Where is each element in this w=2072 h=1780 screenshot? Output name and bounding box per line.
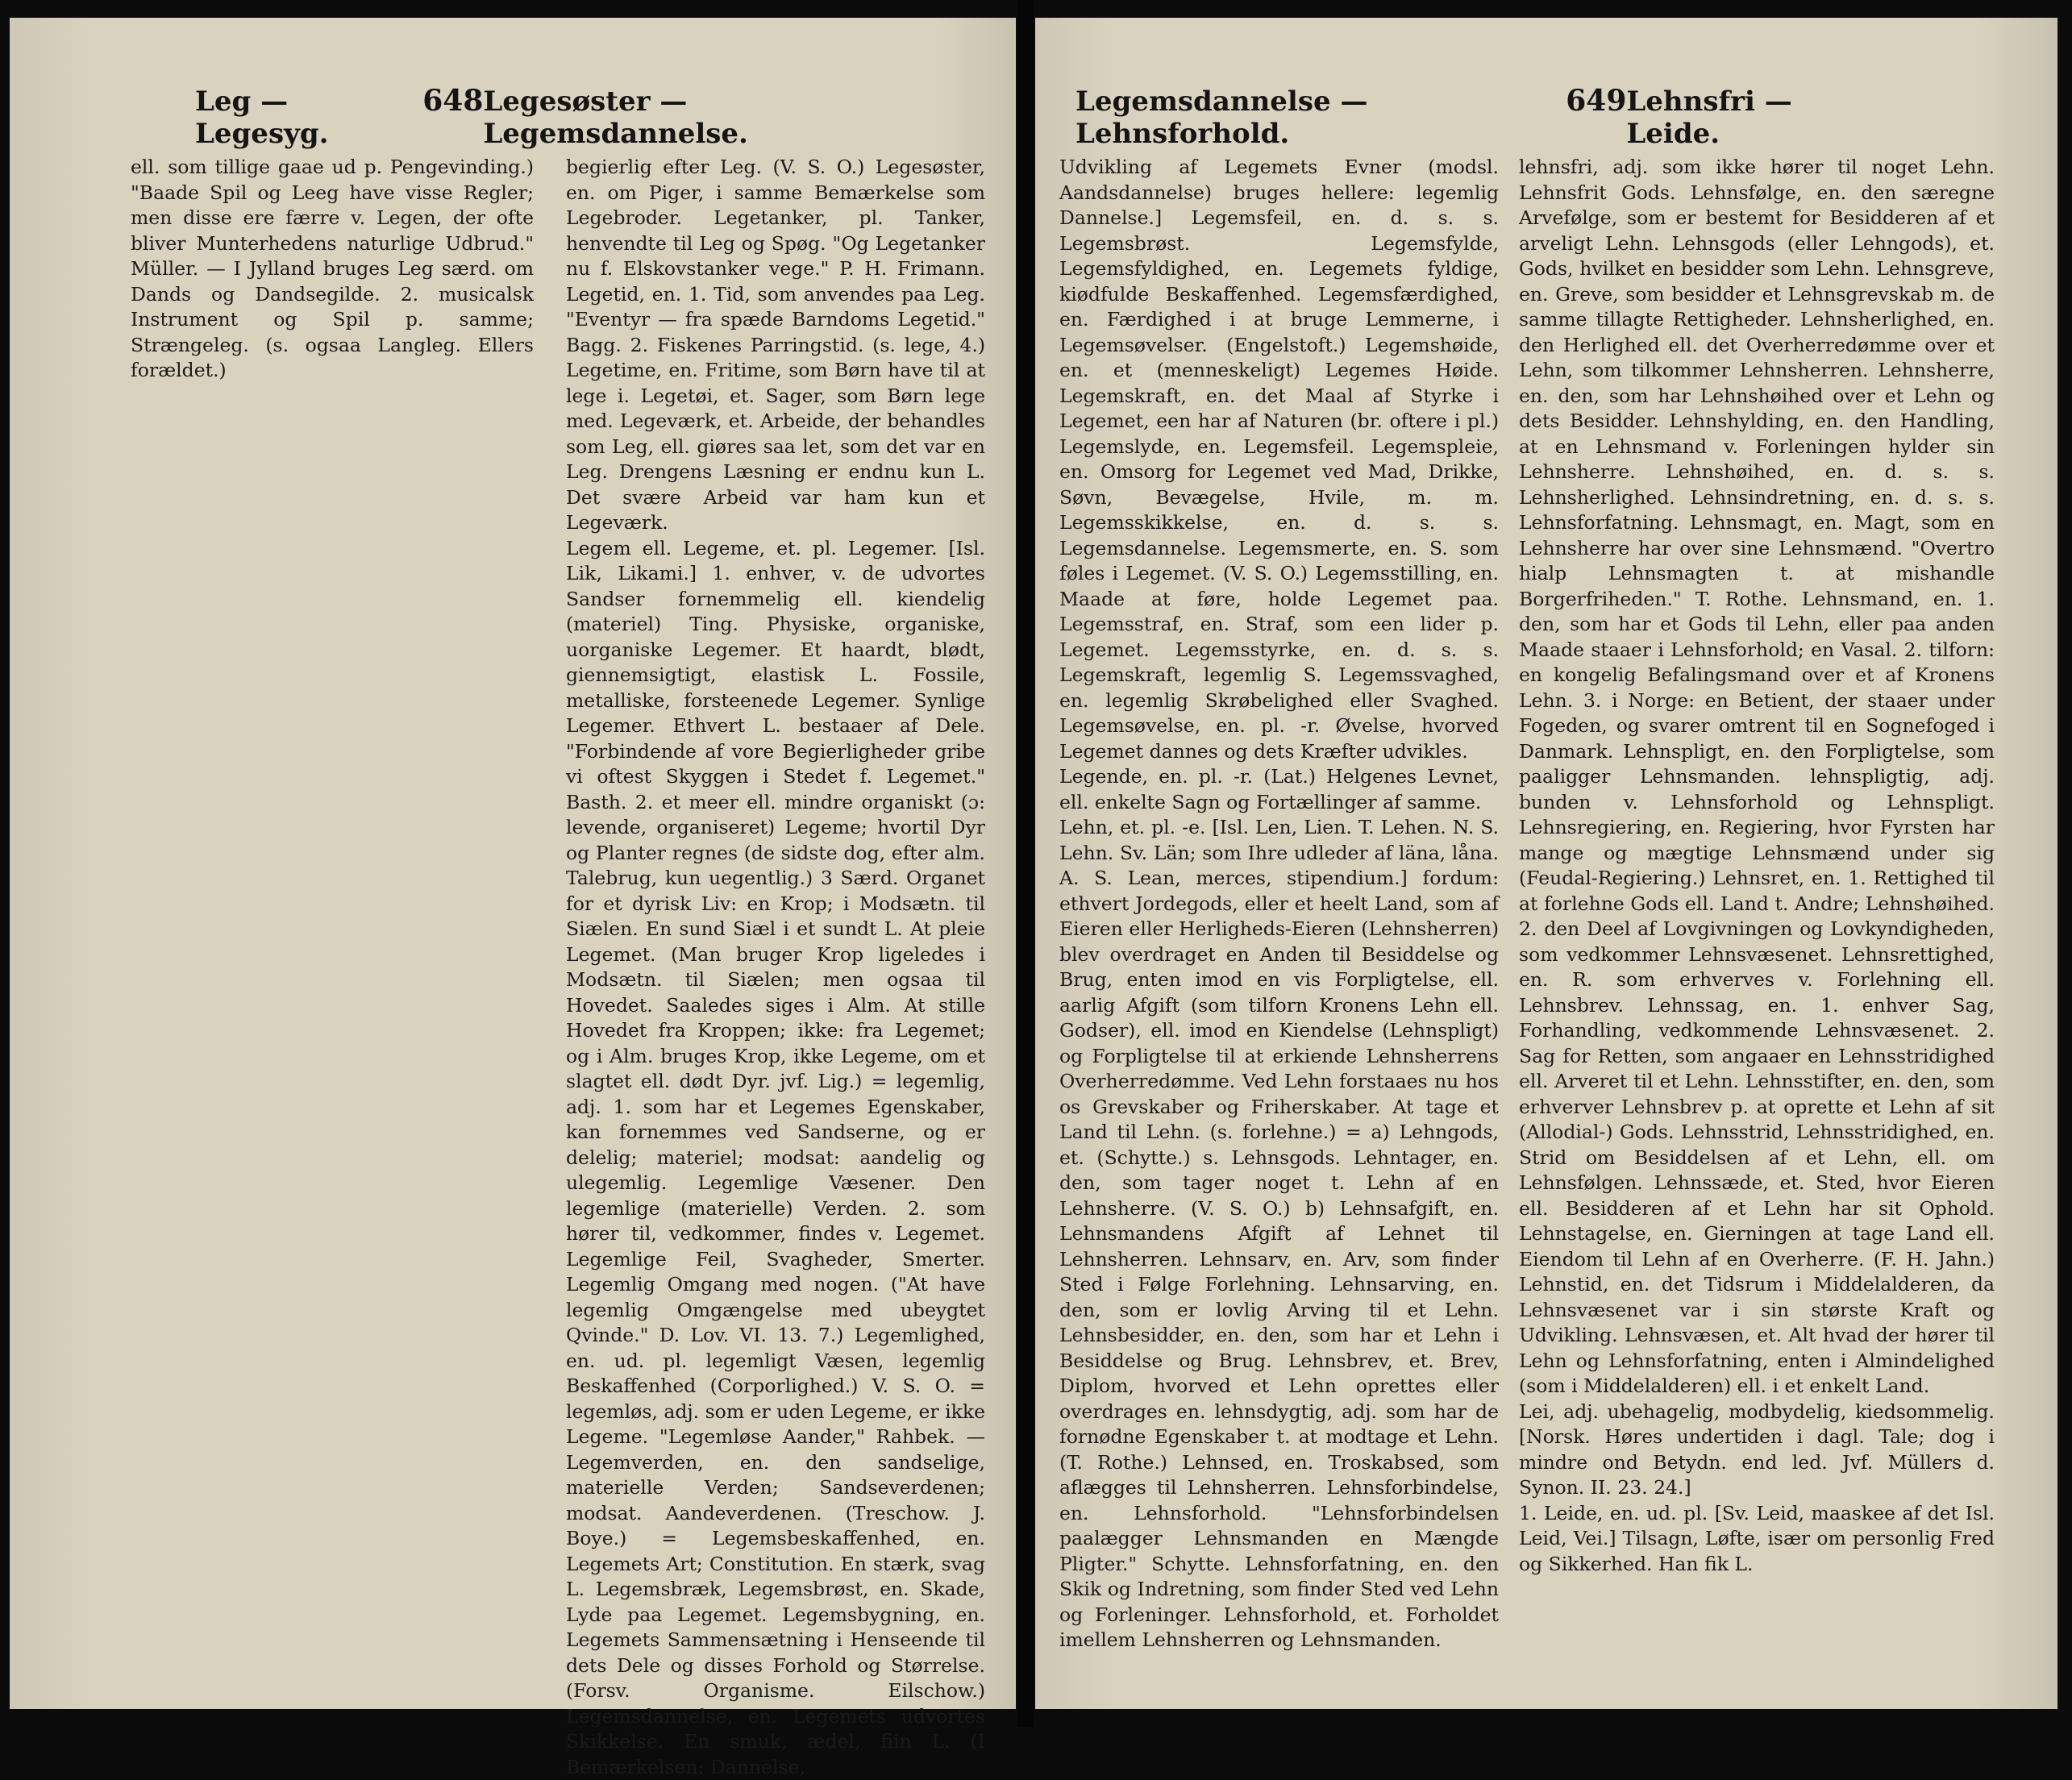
left-page-header <box>195 84 945 132</box>
running-head-left: Leg — Legesyg. <box>195 85 422 150</box>
page-number: 649 <box>1566 84 1626 118</box>
paragraph: Lehn, et. pl. -e. [Isl. Len, Lien. T. Lehen. N. S. Lehn. Sv. Län; som Ihre udleder af läna, låna. A. S. Lean, merces, stipendium.] fordum: ethvert Jordegods, eller et heelt Land, som af Eieren eller Herligheds-Eieren (Lehnsherren) blev overdraget en Anden til Besiddelse og Brug, enten imod en vis Forpligtelse, ell. aarlig Afgift (som tilforn Kronens Lehn ell. Godser), ell. imod en Kiendelse (Lehnspligt) og Forpligtelse til at erkiende Lehnsherrens Overherredømme. Ved Lehn forstaaes nu hos os Grevskaber og Friherskaber. At tage et Land til Lehn. (s. forlehne.) = a) Lehngods, et. (Schytte.) s. Lehnsgods. Lehntager, en. den, som tager noget t. Lehn af en Lehnsherre. (V. S. O.) b) Lehnsafgift, en. Lehnsmandens Afgift af Lehnet til Lehnsherren. Lehnsarv, en. Arv, som finder Sted i Følge Forlehning. Lehnsarving, en. den, som er lovlig Arving til et Lehn. Lehnsbesidder, en. den, som har et Lehn i Besiddelse og Brug. Lehnsbrev, et. Brev, Diplom, hvorved et Lehn oprettes eller overdrages en. lehnsdygtig, adj. som har de fornødne Egenskaber t. at modtage et Lehn. (T. Rothe.) Lehnsed, en. Troskabsed, som aflægges til Lehnsherren. Lehnsforbindelse, en. Lehnsforhold. "Lehnsforbindelsen paalægger Lehnsmanden en Mængde Pligter." Schytte. Lehnsforfatning, en. den Skik og Indretning, som finder Sted ved Lehn og Forleninger. Lehnsforhold, et. Forholdet imellem Lehnsherren og Lehnsmanden. <box>1059 815 1499 1653</box>
left-page <box>10 18 1016 1709</box>
paragraph: Udvikling af Legemets Evner (modsl. Aandsdannelse) bruges hellere: legemlig Dannelse.] Legemsfeil, en. d. s. s. Legemsbrøst. Legemsfylde, Legemsfyldighed, en. Legemets fyldige, kiødfulde Beskaffenhed. Legemsfærdighed, en. Færdighed i at bruge Lemmerne, i Legemsøvelser. (Engelstoft.) Legemshøide, en. et (menneskeligt) Legemes Høide. Legemskraft, en. det Maal af Styrke i Legemet, een har af Naturen (br. oftere i pl.) Legemslyde, en. Legemsfeil. Legemspleie, en. Omsorg for Legemet ved Mad, Drikke, Søvn, Bevægelse, Hvile, m. m. Legemsskikkelse, en. d. s. s. Legemsdannelse. Legemsmerte, en. S. som føles i Legemet. (V. S. O.) Legemsstilling, en. Maade at føre, holde Legemet paa. Legemsstraf, en. Straf, som een lider p. Legemet. Legemsstyrke, en. d. s. s. Legemskraft, legemlig S. Legemssvaghed, en. legemlig Skrøbelighed eller Svaghed. Legemsøvelse, en. pl. -r. Øvelse, hvorved Legemet dannes og dets Kræfter udvikles. <box>1059 155 1499 764</box>
paragraph: lehnsfri, adj. som ikke hører til noget Lehn. Lehnsfrit Gods. Lehnsfølge, en. den særegne Arvefølge, som er bestemt for Besidderen af et arveligt Lehn. Lehnsgods (eller Lehngods), et. Gods, hvilket en besidder som Lehn. Lehnsgreve, en. Greve, som besidder et Lehnsgrevskab m. de samme tillagte Rettigheder. Lehnsherlighed, en. den Herlighed ell. det Overherredømme over et Lehn, som tilkommer Lehnsherren. Lehnsherre, en. den, som har Lehnshøihed over et Lehn og dets Besidder. Lehnshylding, en. den Handling, at en Lehnsmand v. Forleningen hylder sin Lehnsherre. Lehnshøihed, en. d. s. s. Lehnsherlighed. Lehnsindretning, en. d. s. s. Lehnsforfatning. Lehnsmagt, en. Magt, som en Lehnsherre har over sine Lehnsmænd. "Overtro hialp Lehnsmagten t. at mishandle Borgerfriheden." T. Rothe. Lehnsmand, en. 1. den, som har et Gods til Lehn, eller paa anden Maade staaer i Lehnsforhold; en Vasal. 2. tilforn: en kongelig Befalingsmand over et af Kronens Lehn. 3. i Norge: en Betient, der staaer under Fogeden, og svarer omtrent til en Sognefoged i Danmark. Lehnspligt, en. den Forpligtelse, som paaligger Lehnsmanden. lehnspligtig, adj. bunden v. Lehnsforhold og Lehnspligt. Lehnsregiering, en. Regiering, hvor Fyrsten har mange og mægtige Lehnsmænd under sig (Feudal-Regiering.) Lehnsret, en. 1. Rettighed til at forlehne Gods ell. Land t. Andre; Lehnshøihed. 2. den Deel af Lovgivningen og Lovkyndigheden, som vedkommer Lehnsvæsenet. Lehnsrettighed, en. R. som erhverves v. Forlehning ell. Lehnsbrev. Lehnssag, en. 1. enhver Sag, Forhandling, vedkommende Lehnsvæsenet. 2. Sag for Retten, som angaaer en Lehnsstridighed ell. Arveret til et Lehn. Lehnsstifter, en. den, som erhverver Lehnsbrev p. at oprette et Lehn af sit (Allodial-) Gods. Lehnsstrid, Lehnsstridighed, en. Strid om Besiddelsen af et Lehn, ell. om Lehnsfølgen. Lehnssæde, et. Sted, hvor Eieren ell. Besidderen af et Lehn har sit Ophold. Lehnstagelse, en. Gierningen at tage Land ell. Eiendom til Lehn af en Overherre. (F. H. Jahn.) Lehnstid, en. det Tidsrum i Middelalderen, da Lehnsvæsenet var i sin største Kraft og Udvikling. Lehnsvæsen, et. Alt hvad der hører til Lehn og Lehnsforfatning, enten i Almindelighed (som i Middelalderen) ell. i et enkelt Land. <box>1519 155 1995 1399</box>
running-head-right: Lehnsfri — Leide. <box>1626 85 1882 150</box>
paragraph: ell. som tillige gaae ud p. Pengevinding.) "Baade Spil og Leeg have visse Regler; men disse ere færre v. Legen, der ofte bliver Munterhedens naturlige Udbrud." Müller. — I Jylland bruges Leg særd. om Dands og Dandsegilde. 2. musicalsk Instrument og Spil p. samme; Strængeleg. (s. ogsaa Langleg. Ellers forældet.) <box>131 155 534 384</box>
paragraph: 1. Leide, en. ud. pl. [Sv. Leid, maaskee af det Isl. Leid, Vei.] Tilsagn, Løfte, især om personlig Fred og Sikkerhed. Han fik L. <box>1519 1501 1995 1578</box>
paragraph: Legende, en. pl. -r. (Lat.) Helgenes Levnet, ell. enkelte Sagn og Fortællinger af samme. <box>1059 764 1499 815</box>
paragraph: Legem ell. Legeme, et. pl. Legemer. [Isl. Lik, Likami.] 1. enhver, v. de udvortes Sandser fornemmelig ell. kiendelig (materiel) Ting. Physiske, organiske, uorganiske Legemer. Et haardt, blødt, giennemsigtigt, elastisk L. Fossile, metalliske, forsteenede Legemer. Synlige Legemer. Ethvert L. bestaaer af Dele. "Forbindende af vore Begierligheder gribe vi oftest Skyggen i Stedet f. Legemet." Basth. 2. et meer ell. mindre organiskt (ɔ: levende, organiseret) Legeme; hvortil Dyr og Planter regnes (de sidste dog, efter alm. Talebrug, kun uegentlig.) 3 Særd. Organet for et dyrisk Liv: en Krop; i Modsætn. til Siælen. En sund Siæl i et sundt L. At pleie Legemet. (Man bruger Krop ligeledes i Modsætn. til Siælen; men ogsaa til Hovedet. Saaledes siges i Alm. At stille Hovedet fra Kroppen; ikke: fra Legemet; og i Alm. bruges Krop, ikke Legeme, om et slagtet ell. dødt Dyr. jvf. Lig.) = legemlig, adj. 1. som har et Legemes Egenskaber, kan fornemmes ved Sandserne, og er delelig; materiel; modsat: aandelig og ulegemlig. Legemlige Væsener. Den legemlige (materielle) Verden. 2. som hører til, vedkommer, findes v. Legemet. Legemlige Feil, Svagheder, Smerter. Legemlig Omgang med nogen. ("At have legemlig Omgængelse med ubeygtet Qvinde." D. Lov. VI. 13. 7.) Legemlighed, en. ud. pl. legemligt Væsen, legemlig Beskaffenhed (Corporlighed.) V. S. O. = legemløs, adj. som er uden Legeme, er ikke Legeme. "Legemløse Aander," Rahbek. — Legemverden, en. den sandselige, materielle Verden; Sandseverdenen; modsat. Aandeverdenen. (Treschow. J. Boye.) = Legemsbeskaffenhed, en. Legemets Art; Constitution. En stærk, svag L. Legemsbræk, Legemsbrøst, en. Skade, Lyde paa Legemet. Legemsbygning, en. Legemets Sammensætning i Henseende til dets Dele og disses Forhold og Størrelse. (Forsv. Organisme. Eilschow.) Legemsdannelse, en. Legemets udvortes Skikkelse. En smuk, ædel, fiin L. (I Bemærkelsen: Dannelse, <box>566 536 985 1780</box>
text-column-2 <box>566 155 985 1638</box>
paragraph: begierlig efter Leg. (V. S. O.) Legesøster, en. om Piger, i samme Bemærkelse som Legebroder. Legetanker, pl. Tanker, henvendte til Leg og Spøg. "Og Legetanker nu f. Elskovstanker vege." P. H. Frimann. Legetid, en. 1. Tid, som anvendes paa Leg. "Eventyr — fra spæde Barndoms Legetid." Bagg. 2. Fiskenes Parringstid. (s. lege, 4.) Legetime, en. Fritime, som Børn have til at lege i. Legetøi, et. Sager, som Børn lege med. Legeværk, et. Arbeide, der behandles som Leg, ell. giøres saa let, som det var en Leg. Drengens Læsning er endnu kun L. Det svære Arbeid var ham kun et Legeværk. <box>566 155 985 536</box>
text-column-1 <box>131 155 534 1638</box>
text-column-1 <box>1059 155 1499 1638</box>
running-head-left: Legemsdannelse — Lehnsforhold. <box>1076 85 1566 150</box>
page-number: 648 <box>422 84 483 118</box>
right-page <box>1035 18 2057 1709</box>
paragraph: Lei, adj. ubehagelig, modbydelig, kiedsommelig. [Norsk. Høres undertiden i dagl. Tale; dog i mindre ond Betydn. end led. Jvf. Müllers d. Synon. II. 23. 24.] <box>1519 1399 1995 1501</box>
running-head-right: Legesøster — Legemsdannelse. <box>483 85 945 150</box>
text-column-2 <box>1519 155 1995 1638</box>
book-gutter <box>1017 0 1034 1727</box>
right-page-header <box>1076 84 1882 132</box>
